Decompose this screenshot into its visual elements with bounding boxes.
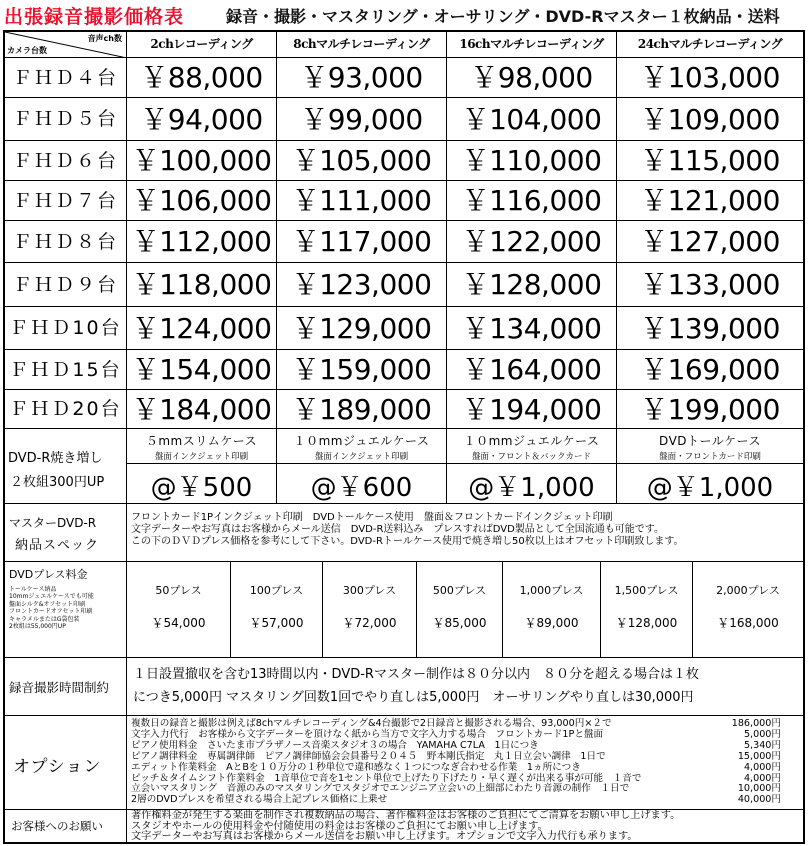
column-header-16ch: 16chマルチレコーディング	[447, 32, 617, 58]
master-spec-label-line2: 納品スペック	[15, 538, 100, 553]
dvd-case-cell	[447, 429, 617, 504]
dvd-case-name: １０mmジュエルケース	[463, 434, 600, 448]
dvd-press-price: ￥54,000	[151, 616, 206, 630]
price-cell: ￥112,000	[127, 221, 277, 263]
dvd-press-item	[127, 562, 231, 658]
corner-bottom-label: カメラ台数	[7, 46, 47, 55]
dvd-press-qty: 500プレス	[432, 584, 487, 597]
dvd-press-item	[601, 562, 693, 658]
dvd-press-qty: 50プレス	[155, 584, 202, 597]
price-cell: ￥98,000	[447, 58, 617, 98]
request-line: スタジオやホールの使用料金や付随使用の料金はお客様のご負担にてお願い申し上げます。	[131, 821, 548, 832]
master-spec-line: 文字データーやお写真はお客様からメール送信 DVD-R送料込み プレスすればDVD製品として全国流通も可能です。	[131, 524, 664, 535]
option-price: 4,000円	[743, 761, 781, 773]
dvd-press-note: トールケース納品	[9, 586, 57, 593]
options-label-text: オプション	[13, 757, 102, 777]
price-cell: ￥116,000	[447, 181, 617, 221]
dvd-press-price: ￥89,000	[524, 616, 579, 630]
master-spec-line: この下のＤＶＤプレス価格を参考にして下さい。DVD-Rトールケース使用で焼き増し50枚以上はオフセット印刷致します。	[131, 536, 684, 547]
dvd-case-divider	[277, 463, 446, 464]
dvd-press-price: ￥85,000	[432, 616, 487, 630]
price-cell: ￥93,000	[277, 58, 447, 98]
dvd-press-note: 盤面シルク&オフセット印刷	[9, 600, 86, 608]
price-cell: ￥133,000	[617, 263, 803, 307]
dvd-case-cell	[127, 429, 277, 504]
master-spec-label-line1: マスターDVD-R	[9, 516, 97, 530]
price-cell: ￥127,000	[617, 221, 803, 263]
dvd-case-price: @￥500	[150, 473, 253, 503]
option-price: 40,000円	[737, 794, 781, 806]
option-text: 立会いマスタリング 音源のみのマスタリングでスタジオでエンジニア立会いの上細部にわたり音源の制作 １日で	[131, 783, 630, 795]
row-label: ＦＨＤ９台	[5, 263, 127, 307]
dvd-case-price: @￥1,000	[468, 473, 595, 503]
dvd-press-item	[503, 562, 601, 658]
column-header-8ch: 8chマルチレコーディング	[277, 32, 447, 58]
option-price: 10,000円	[737, 783, 781, 795]
header	[0, 0, 810, 30]
row-label: ＦＨＤ15台	[5, 350, 127, 390]
option-text: 文字入力代行 お客様から文字データーを頂けなく紙から当方で文字入力する場合 フロントカード1Pと盤面	[131, 728, 604, 740]
price-cell: ￥100,000	[127, 141, 277, 181]
dvd-press-item	[417, 562, 503, 658]
price-cell: ￥94,000	[127, 98, 277, 141]
price-cell: ￥128,000	[447, 263, 617, 307]
price-cell: ￥122,000	[447, 221, 617, 263]
option-text: ピッチ＆タイムシフト作業料金 1音単位で音を1セント単位で上げたり下げたり・早く遅くが出来る事が可能 １音で	[131, 772, 642, 784]
dvd-case-sub: 盤面・フロントカード印刷	[659, 452, 761, 462]
dvd-press-note: 10mmジュエルケースでも可能	[9, 593, 94, 601]
dvd-case-cell	[277, 429, 447, 504]
row-label: ＦＨＤ７台	[5, 181, 127, 221]
dvd-copy-label-line2: ２枚組300円UP	[10, 475, 105, 490]
option-text: ピアノ使用料金 さいたま市プラザノース音楽スタジオ３の場合 YAMAHA C7LA 1日につき	[131, 739, 539, 751]
time-limit-label	[5, 658, 127, 716]
price-cell: ￥129,000	[277, 307, 447, 350]
price-cell: ￥117,000	[277, 221, 447, 263]
row-label: ＦＨＤ４台	[5, 58, 127, 98]
option-text: 2層のDVDプレスを希望される場合上記プレス価格に上乗せ	[131, 794, 388, 806]
price-cell: ￥169,000	[617, 350, 803, 390]
dvd-case-name: DVDトールケース	[659, 434, 761, 448]
dvd-press-qty: 2,000プレス	[716, 584, 780, 597]
price-cell: ￥159,000	[277, 350, 447, 390]
price-cell: ￥118,000	[127, 263, 277, 307]
price-cell: ￥109,000	[617, 98, 803, 141]
request-body	[127, 810, 803, 842]
option-price: 5,000円	[743, 728, 781, 740]
price-cell: ￥88,000	[127, 58, 277, 98]
request-line: 文字データーやお写真はお客様からメール送信をお願い申し上げます。オプションで文字入力代行も承ります。	[131, 831, 638, 842]
request-label-text: お客様へのお願い	[11, 819, 103, 833]
dvd-press-label-title: DVDプレス料金	[9, 568, 88, 581]
column-header-2ch: 2chレコーディング	[127, 32, 277, 58]
corner-cell	[5, 32, 127, 58]
dvd-press-qty: 1,000プレス	[519, 584, 584, 597]
price-cell: ￥139,000	[617, 307, 803, 350]
dvd-case-sub: 盤面インクジェット印刷	[154, 452, 249, 462]
row-label: ＦＨＤ８台	[5, 221, 127, 263]
price-cell: ￥121,000	[617, 181, 803, 221]
dvd-case-price: @￥600	[310, 473, 413, 503]
dvd-press-notes	[9, 586, 94, 630]
price-cell: ￥115,000	[617, 141, 803, 181]
dvd-press-price: ￥72,000	[342, 616, 397, 630]
row-label: ＦＨＤ５台	[5, 98, 127, 141]
dvd-press-price: ￥128,000	[615, 616, 678, 630]
master-spec-body	[127, 504, 803, 562]
price-cell: ￥99,000	[277, 98, 447, 141]
row-label: ＦＨＤ20台	[5, 390, 127, 429]
time-limit-label-text: 録音撮影時間制約	[9, 680, 110, 695]
price-cell: ￥111,000	[277, 181, 447, 221]
price-cell: ￥134,000	[447, 307, 617, 350]
dvd-case-divider	[447, 463, 616, 464]
option-price: 5,340円	[743, 739, 781, 751]
page-subtitle: 録音・撮影・マスタリング・オーサリング・DVD-Rマスター１枚納品・送料	[226, 7, 780, 26]
option-price: 15,000円	[737, 750, 781, 762]
dvd-case-name: ５mmスリムケース	[145, 434, 258, 448]
corner-top-label: 音声ch数	[87, 34, 122, 43]
time-limit-line1: １日設置撤収を含む13時間以内・DVD-Rマスター制作は８０分以内 ８０分を超える場合は１枚	[133, 667, 699, 682]
column-header-24ch: 24chマルチレコーディング	[617, 32, 803, 58]
dvd-case-cell	[617, 429, 803, 504]
option-text: エディット作業料金 AとBを１０万分の１秒単位で違和感なく１つにつなぎ合わせる作業 1ヵ所につき	[131, 761, 581, 773]
price-table	[3, 30, 805, 844]
dvd-press-item	[231, 562, 323, 658]
dvd-case-name: １０mmジュエルケース	[293, 434, 430, 448]
dvd-case-sub: 盤面インクジェット印刷	[314, 452, 409, 462]
price-cell: ￥104,000	[447, 98, 617, 141]
dvd-copy-label	[5, 429, 127, 504]
time-limit-body	[127, 658, 803, 716]
dvd-case-divider	[617, 463, 803, 464]
dvd-press-note: キャラメルまたはG袋包装	[9, 615, 80, 623]
dvd-case-divider	[127, 463, 276, 464]
price-cell: ￥110,000	[447, 141, 617, 181]
request-label	[5, 810, 127, 842]
price-cell: ￥124,000	[127, 307, 277, 350]
price-cell: ￥189,000	[277, 390, 447, 429]
option-price: 4,000円	[743, 772, 781, 784]
dvd-press-price: ￥57,000	[249, 616, 304, 630]
price-cell: ￥194,000	[447, 390, 617, 429]
price-cell: ￥103,000	[617, 58, 803, 98]
dvd-press-note: 2枚組は55,000円UP	[9, 623, 66, 631]
master-spec-line: フロントカード1Pインクジェット印刷 DVDトールケース使用 盤面＆フロントカードインクジェット印刷	[131, 512, 613, 523]
master-spec-label	[5, 504, 127, 562]
dvd-press-qty: 100プレス	[249, 584, 304, 597]
options-label	[5, 716, 127, 810]
dvd-press-note: フロントカードオフセット印刷	[9, 608, 93, 616]
page-title: 出張録音撮影価格表	[4, 6, 185, 28]
row-label: ＦＨＤ10台	[5, 307, 127, 350]
request-line: 著作権料金が発生する楽曲を制作され複数納品の場合、著作権料金はお客様のご負担にてご清算をお願い申し上げます。	[131, 810, 681, 821]
dvd-case-sub: 盤面・フロント＆バックカード	[471, 452, 591, 462]
dvd-press-qty: 300プレス	[342, 584, 397, 597]
price-cell: ￥184,000	[127, 390, 277, 429]
option-text: ピアノ調律料金 専属調律師 ピアノ調律師協会会員番号２０４５ 野本剛氏指定 丸１日立会い調律 1日で	[131, 750, 606, 762]
row-label: ＦＨＤ６台	[5, 141, 127, 181]
price-cell: ￥164,000	[447, 350, 617, 390]
price-cell: ￥199,000	[617, 390, 803, 429]
dvd-press-qty: 1,500プレス	[614, 584, 679, 597]
dvd-press-price: ￥168,000	[717, 616, 779, 630]
dvd-copy-label-line1: DVD-R焼き増し	[8, 451, 103, 466]
dvd-press-item	[693, 562, 803, 658]
dvd-case-price: @￥1,000	[646, 473, 774, 503]
time-limit-line2: につき5,000円 マスタリング回数1回でやり直しは5,000円 オーサリングやり直しは30,000円	[133, 690, 694, 705]
option-text: 複数日の録音と撮影は例えば8chマルチレコーディング&4台撮影で2日録音と撮影される場合、93,000円×２で	[131, 718, 612, 729]
price-cell: ￥105,000	[277, 141, 447, 181]
price-cell: ￥123,000	[277, 263, 447, 307]
dvd-press-label	[5, 562, 127, 658]
price-cell: ￥154,000	[127, 350, 277, 390]
option-price: 186,000円	[731, 718, 781, 729]
price-cell: ￥106,000	[127, 181, 277, 221]
options-body	[127, 716, 803, 810]
dvd-press-item	[323, 562, 417, 658]
